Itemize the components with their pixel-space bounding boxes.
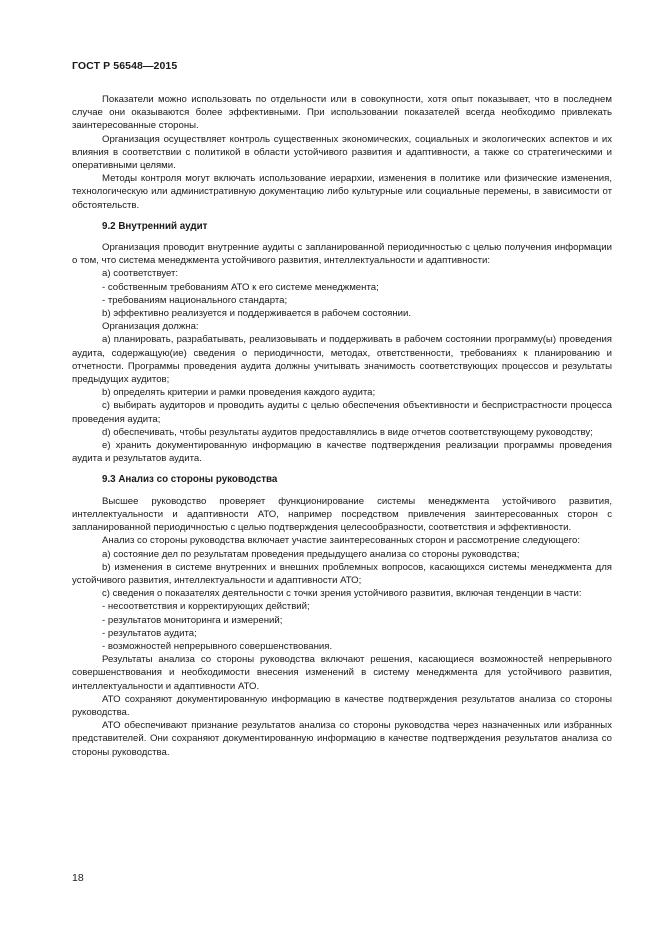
document-body [72,93,612,759]
list-item: - собственным требованиям АТО к его системе менеджмента; [102,281,379,293]
section-heading-9-2: 9.2 Внутренний аудит [102,220,208,232]
paragraph: Высшее руководство проверяет функционирование системы менеджмента устойчивого развития, интеллектуальности и адаптивности АТО, например посредством привлечения заинтересованных сторон с запланированной периодичностью с целью подтверждения целесообразности, соответствия и эффективности. [72,495,612,534]
paragraph: АТО обеспечивают признание результатов анализа со стороны руководства через назначенных или избранных представителей. Они сохраняют документированную информацию в качестве подтверждения результатов анализа со стороны руководства. [72,720,612,758]
list-item: а) планировать, разрабатывать, реализовывать и поддерживать в рабочем состоянии программу(ы) проведения аудита, содержащую(ие) сведения о периодичности, методах, ответственности, требованиях к планированию и отчетности. Программы проведения аудита должны учитывать значимость соответствующих процессов и результаты предыдущих аудитов; [72,334,612,386]
list-item: - требованиям национального стандарта; [102,294,288,306]
list-item: - результатов аудита; [102,627,197,639]
paragraph: Организация проводит внутренние аудиты с запланированной периодичностью с целью получения информации о том, что система менеджмента устойчивого развития, интеллектуальности и адаптивности: [72,242,612,267]
paragraph: Результаты анализа со стороны руководства включают решения, касающиеся возможностей непрерывного совершенствования и необходимости внесения изменений в систему менеджмента для устойчивого развития, интеллектуальности и адаптивности АТО. [72,654,612,692]
list-item: а) соответствует: [102,268,179,280]
paragraph: Организация должна: [102,321,199,333]
list-item: с) выбирать аудиторов и проводить аудиты с целью обеспечения объективности и беспристрастности процесса проведения аудита; [72,400,612,425]
paragraph: Показатели можно использовать по отдельности или в совокупности, хотя опыт показывает, что в последнем случае они оказываются более эффективными. При использовании показателей всегда необходимо привлекать заинтересованные стороны. [72,94,612,132]
list-item: b) определять критерии и рамки проведения каждого аудита; [102,387,376,399]
list-item: - результатов мониторинга и измерений; [102,614,283,626]
paragraph: Методы контроля могут включать использование иерархии, изменения в политике или физические изменения, технологическую или административную документацию либо культурные или социальные перемены, в зависимости от обстоятельств. [72,173,612,211]
list-item: а) состояние дел по результатам проведения предыдущего анализа со стороны руководства; [102,548,520,560]
list-item: с) сведения о показателях деятельности с точки зрения устойчивого развития, включая тенденции в части: [102,588,582,600]
list-item: - несоответствия и корректирующих действий; [102,601,310,613]
paragraph: АТО сохраняют документированную информацию в качестве подтверждения результатов анализа со стороны руководства. [72,693,612,718]
paragraph: Анализ со стороны руководства включает участие заинтересованных сторон и рассмотрение следующего: [102,535,581,547]
standard-header: ГОСТ Р 56548—2015 [72,60,178,72]
list-item: b) эффективно реализуется и поддерживается в рабочем состоянии. [102,308,412,320]
page-number: 18 [72,872,84,884]
section-heading-9-3: 9.3 Анализ со стороны руководства [102,474,278,486]
list-item: - возможностей непрерывного совершенствования. [102,640,333,652]
list-item: d) обеспечивать, чтобы результаты аудитов предоставлялись в виде отчетов соответствующему руководству; [102,426,593,438]
list-item: е) хранить документированную информацию в качестве подтверждения реализации программы проведения аудита и результатов аудита. [72,440,612,465]
list-item: b) изменения в системе внутренних и внешних проблемных вопросов, касающихся системы менеджмента для устойчивого развития, интеллектуальности и адаптивности АТО; [72,561,612,586]
paragraph: Организация осуществляет контроль существенных экономических, социальных и экологических аспектов и их влияния в соответствии с политикой в области устойчивого развития и адаптивности, а также со стратегическими и оперативными целями. [72,133,612,172]
